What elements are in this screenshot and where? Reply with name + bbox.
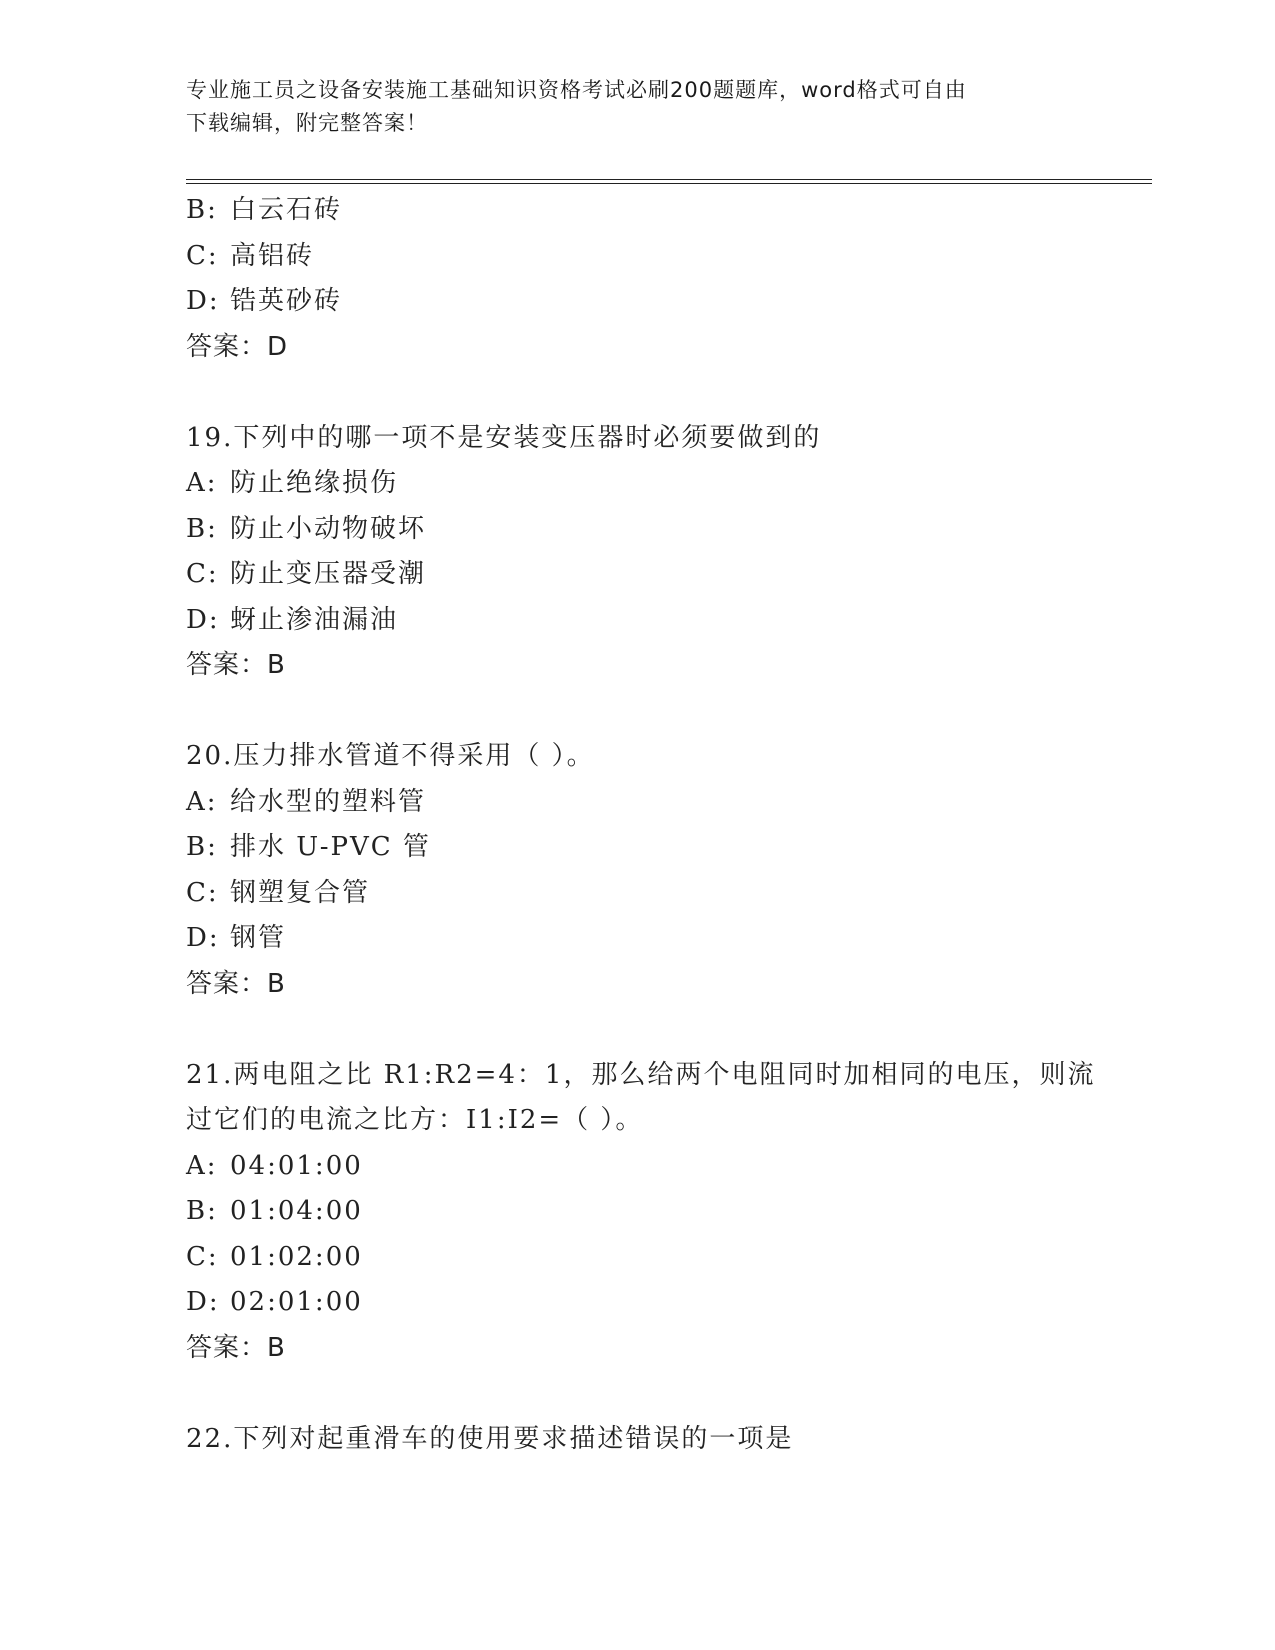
option-letter: C:	[186, 1241, 219, 1272]
option-letter: B:	[186, 1196, 218, 1226]
option-text: 蚜止渗油漏油	[230, 604, 399, 635]
question-22	[186, 1417, 1086, 1463]
option-d	[186, 598, 1086, 644]
option-b	[186, 507, 1086, 553]
option-text: 防止变压器受潮	[230, 559, 427, 589]
option-letter: C:	[186, 877, 219, 908]
option-a	[186, 1144, 1086, 1190]
option-text: 02:01:00	[230, 1287, 363, 1317]
option-a	[186, 461, 1086, 507]
option-text: 防止绝缘损伤	[230, 468, 399, 498]
question-21	[186, 1053, 1096, 1372]
option-text: 防止小动物破坏	[230, 513, 427, 544]
option-text: 钢塑复合管	[230, 877, 371, 908]
option-c	[186, 552, 1086, 598]
option-c	[186, 871, 1086, 917]
option-text: 给水型的塑料管	[230, 786, 427, 817]
header-divider-bottom	[186, 183, 1152, 184]
answer-line: 答案：B	[186, 1332, 286, 1363]
option-letter: B:	[186, 832, 218, 862]
header-divider-top	[186, 179, 1152, 180]
option-c	[186, 234, 1086, 280]
option-c	[186, 1235, 1086, 1281]
option-letter: B:	[186, 513, 218, 544]
option-text: 白云石砖	[230, 195, 343, 225]
option-text: 锆英砂砖	[230, 286, 343, 316]
question-stem: 20.压力排水管道不得采用（ ）。	[186, 741, 595, 771]
question-stem: 19.下列中的哪一项不是安装变压器时必须要做到的	[186, 422, 822, 453]
option-text: 钢管	[230, 923, 287, 953]
question-19	[186, 416, 1086, 689]
question-stem-line-2: 过它们的电流之比方：I1:I2=（ ）。	[186, 1105, 644, 1135]
option-text: 排水 U-PVC 管	[230, 832, 431, 862]
spacer	[186, 689, 1086, 735]
spacer	[186, 1007, 1086, 1053]
option-b	[186, 1189, 1086, 1235]
option-text: 04:01:00	[230, 1150, 363, 1181]
option-b	[186, 825, 1086, 871]
option-letter: A:	[186, 786, 218, 817]
option-letter: B:	[186, 195, 218, 225]
question-stem: 22.下列对起重滑车的使用要求描述错误的一项是	[186, 1423, 794, 1454]
answer-line: 答案：D	[186, 331, 289, 362]
question-body	[186, 188, 1096, 1462]
spacer	[186, 370, 1086, 416]
option-letter: C:	[186, 240, 219, 271]
option-letter: D:	[186, 1287, 220, 1317]
option-d	[186, 1280, 1086, 1326]
option-letter: D:	[186, 923, 220, 953]
option-text: 01:04:00	[230, 1196, 363, 1226]
option-d	[186, 916, 1086, 962]
option-letter: D:	[186, 604, 220, 635]
question-18-continuation	[186, 188, 1086, 370]
option-d	[186, 279, 1086, 325]
option-b	[186, 188, 1086, 234]
option-letter: A:	[186, 1150, 218, 1181]
spacer	[186, 1371, 1086, 1417]
option-text: 01:02:00	[230, 1241, 363, 1272]
header-line-1: 专业施工员之设备安装施工基础知识资格考试必刷200题题库，word格式可自由	[186, 78, 967, 102]
question-stem-line-1: 21.两电阻之比 R1:R2=4：1，那么给两个电阻同时加相同的电压，则流	[186, 1059, 1096, 1090]
option-letter: D:	[186, 286, 220, 316]
option-letter: C:	[186, 559, 219, 589]
document-header	[186, 74, 1066, 140]
header-line-2: 下载编辑，附完整答案！	[186, 111, 428, 135]
option-text: 高铝砖	[230, 240, 315, 271]
answer-line: 答案：B	[186, 650, 286, 680]
option-letter: A:	[186, 468, 218, 498]
answer-line: 答案：B	[186, 968, 286, 999]
question-20	[186, 734, 1086, 1007]
option-a	[186, 780, 1086, 826]
